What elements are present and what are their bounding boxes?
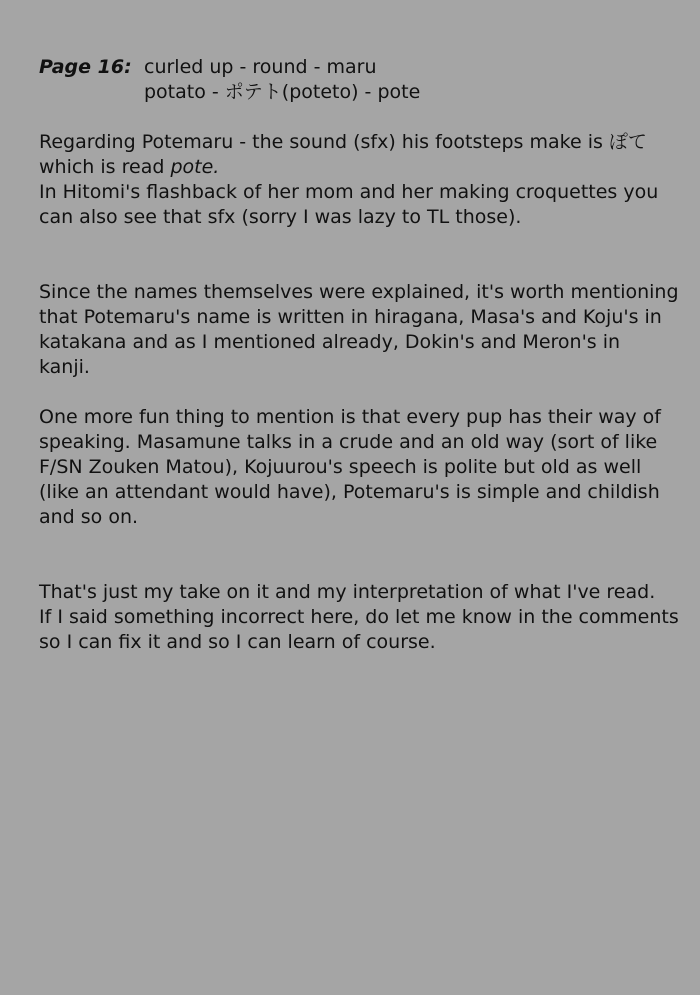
paragraph-line: One more fun thing to mention is that every pup has their way of xyxy=(39,406,661,428)
paragraph-line: (like an attendant would have), Potemaru's is simple and childish xyxy=(39,481,660,503)
spacer xyxy=(39,380,687,405)
spacer xyxy=(39,230,687,280)
paragraph-text: which is read xyxy=(39,156,171,178)
paragraph-line: speaking. Masamune talks in a crude and an old way (sort of like xyxy=(39,431,658,453)
page-header xyxy=(39,55,687,105)
paragraph-line: If I said something incorrect here, do let me know in the comments xyxy=(39,606,679,628)
paragraph-italic-text: pote. xyxy=(170,156,220,178)
paragraph-sfx xyxy=(39,130,687,230)
paragraph-line: can also see that sfx (sorry I was lazy to TL those). xyxy=(39,206,522,228)
paragraph-line: kanji. xyxy=(39,356,90,378)
spacer xyxy=(39,105,687,130)
page-number-label: Page 16: xyxy=(39,56,132,78)
paragraph-line: so I can fix it and so I can learn of course. xyxy=(39,631,436,653)
paragraph-line: Since the names themselves were explained, it's worth mentioning xyxy=(39,281,679,303)
paragraph-line: In Hitomi's flashback of her mom and her making croquettes you xyxy=(39,181,659,203)
paragraph-closing xyxy=(39,580,687,655)
paragraph-line: F/SN Zouken Matou), Kojuurou's speech is polite but old as well xyxy=(39,456,642,478)
paragraph-line: katakana and as I mentioned already, Dokin's and Meron's in xyxy=(39,331,621,353)
header-note-line-2: potato - ポテト(poteto) - pote xyxy=(144,81,421,103)
paragraph-line: that Potemaru's name is written in hiragana, Masa's and Koju's in xyxy=(39,306,662,328)
translation-notes-page xyxy=(39,55,687,655)
paragraph-line: That's just my take on it and my interpretation of what I've read. xyxy=(39,581,656,603)
paragraph-line: and so on. xyxy=(39,506,139,528)
paragraph-names xyxy=(39,280,687,380)
header-note-line-1: curled up - round - maru xyxy=(144,56,377,78)
paragraph-speech xyxy=(39,405,687,530)
spacer xyxy=(39,530,687,580)
page-notes-lines xyxy=(144,55,420,105)
paragraph-line xyxy=(39,155,687,180)
paragraph-line: Regarding Potemaru - the sound (sfx) his footsteps make is ぽて xyxy=(39,131,647,153)
